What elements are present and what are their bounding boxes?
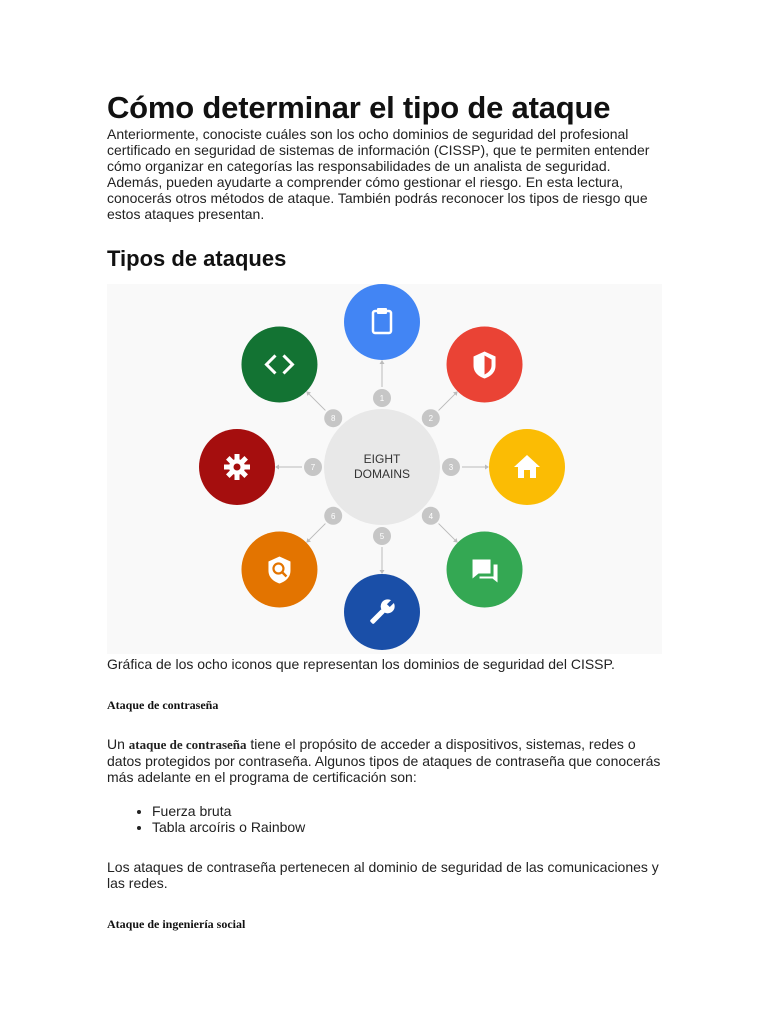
connector-arrow bbox=[309, 394, 325, 410]
list-item: • Fuerza bruta bbox=[152, 803, 667, 819]
eight-domains-figure bbox=[107, 284, 662, 654]
eight-domains-diagram bbox=[107, 284, 662, 654]
section-title: Tipos de ataques bbox=[107, 246, 287, 271]
password-attack-heading: Ataque de contraseña bbox=[107, 698, 219, 712]
password-attack-closing: Los ataques de contraseña pertenecen al dominio de seguridad de las comunicaciones y las redes. bbox=[107, 859, 659, 891]
para-prefix: Un bbox=[107, 736, 129, 752]
center-label-line2: DOMAINS bbox=[353, 467, 411, 481]
para-rest: tiene el propósito de acceder a dispositivos, sistemas, redes o datos protegidos por contraseña. Algunos tipos de ataques de contraseña que conocerás más adelante en el programa de certificación son: bbox=[107, 736, 661, 785]
domain-node bbox=[344, 527, 420, 650]
number-label: 3 bbox=[448, 463, 454, 472]
password-attack-list bbox=[107, 803, 667, 835]
para-bold-term: ataque de contraseña bbox=[128, 737, 247, 752]
figure-caption: Gráfica de los ocho iconos que representan los dominios de seguridad del CISSP. bbox=[107, 656, 615, 672]
number-label: 6 bbox=[330, 511, 336, 521]
social-engineering-heading: Ataque de ingeniería social bbox=[107, 917, 246, 931]
arrow-head bbox=[275, 465, 279, 470]
list-item: • Tabla arcoíris o Rainbow bbox=[152, 819, 667, 835]
domain-node bbox=[442, 429, 565, 505]
arrow-head bbox=[485, 465, 489, 470]
number-label: 4 bbox=[428, 511, 434, 521]
intro-paragraph: Anteriormente, conociste cuáles son los ocho dominios de seguridad del profesional certificado en seguridad de sistemas de información (CISSP), que te permiten entender cómo organizar en categorías las responsabilidades de un analista de seguridad. Además, pueden ayudarte a comprender cómo gestionar el riesgo. En esta lectura, conocerás otros métodos de ataque. También podrás reconocer los tipos de riesgo que estos ataques presentan. bbox=[107, 126, 650, 222]
domain-node bbox=[241, 326, 342, 427]
password-attack-paragraph bbox=[107, 736, 667, 785]
domain-node bbox=[422, 507, 523, 608]
connector-arrow bbox=[439, 394, 455, 410]
domain-circle bbox=[241, 326, 317, 402]
document-page bbox=[107, 90, 667, 931]
number-label: 2 bbox=[428, 414, 434, 424]
center-label-line1: EIGHT bbox=[363, 452, 401, 466]
domain-node bbox=[199, 429, 322, 505]
domain-node bbox=[241, 507, 342, 608]
connector-arrow bbox=[439, 524, 455, 540]
arrow-head bbox=[380, 360, 385, 364]
page-title: Cómo determinar el tipo de ataque bbox=[107, 90, 611, 125]
number-label: 1 bbox=[379, 394, 385, 403]
number-label: 5 bbox=[379, 532, 385, 541]
domain-circle bbox=[344, 284, 420, 360]
connector-arrow bbox=[309, 524, 325, 540]
domain-node bbox=[344, 284, 420, 407]
arrow-head bbox=[380, 570, 385, 574]
number-label: 7 bbox=[310, 463, 316, 472]
domain-node bbox=[422, 326, 523, 427]
number-label: 8 bbox=[330, 414, 336, 424]
